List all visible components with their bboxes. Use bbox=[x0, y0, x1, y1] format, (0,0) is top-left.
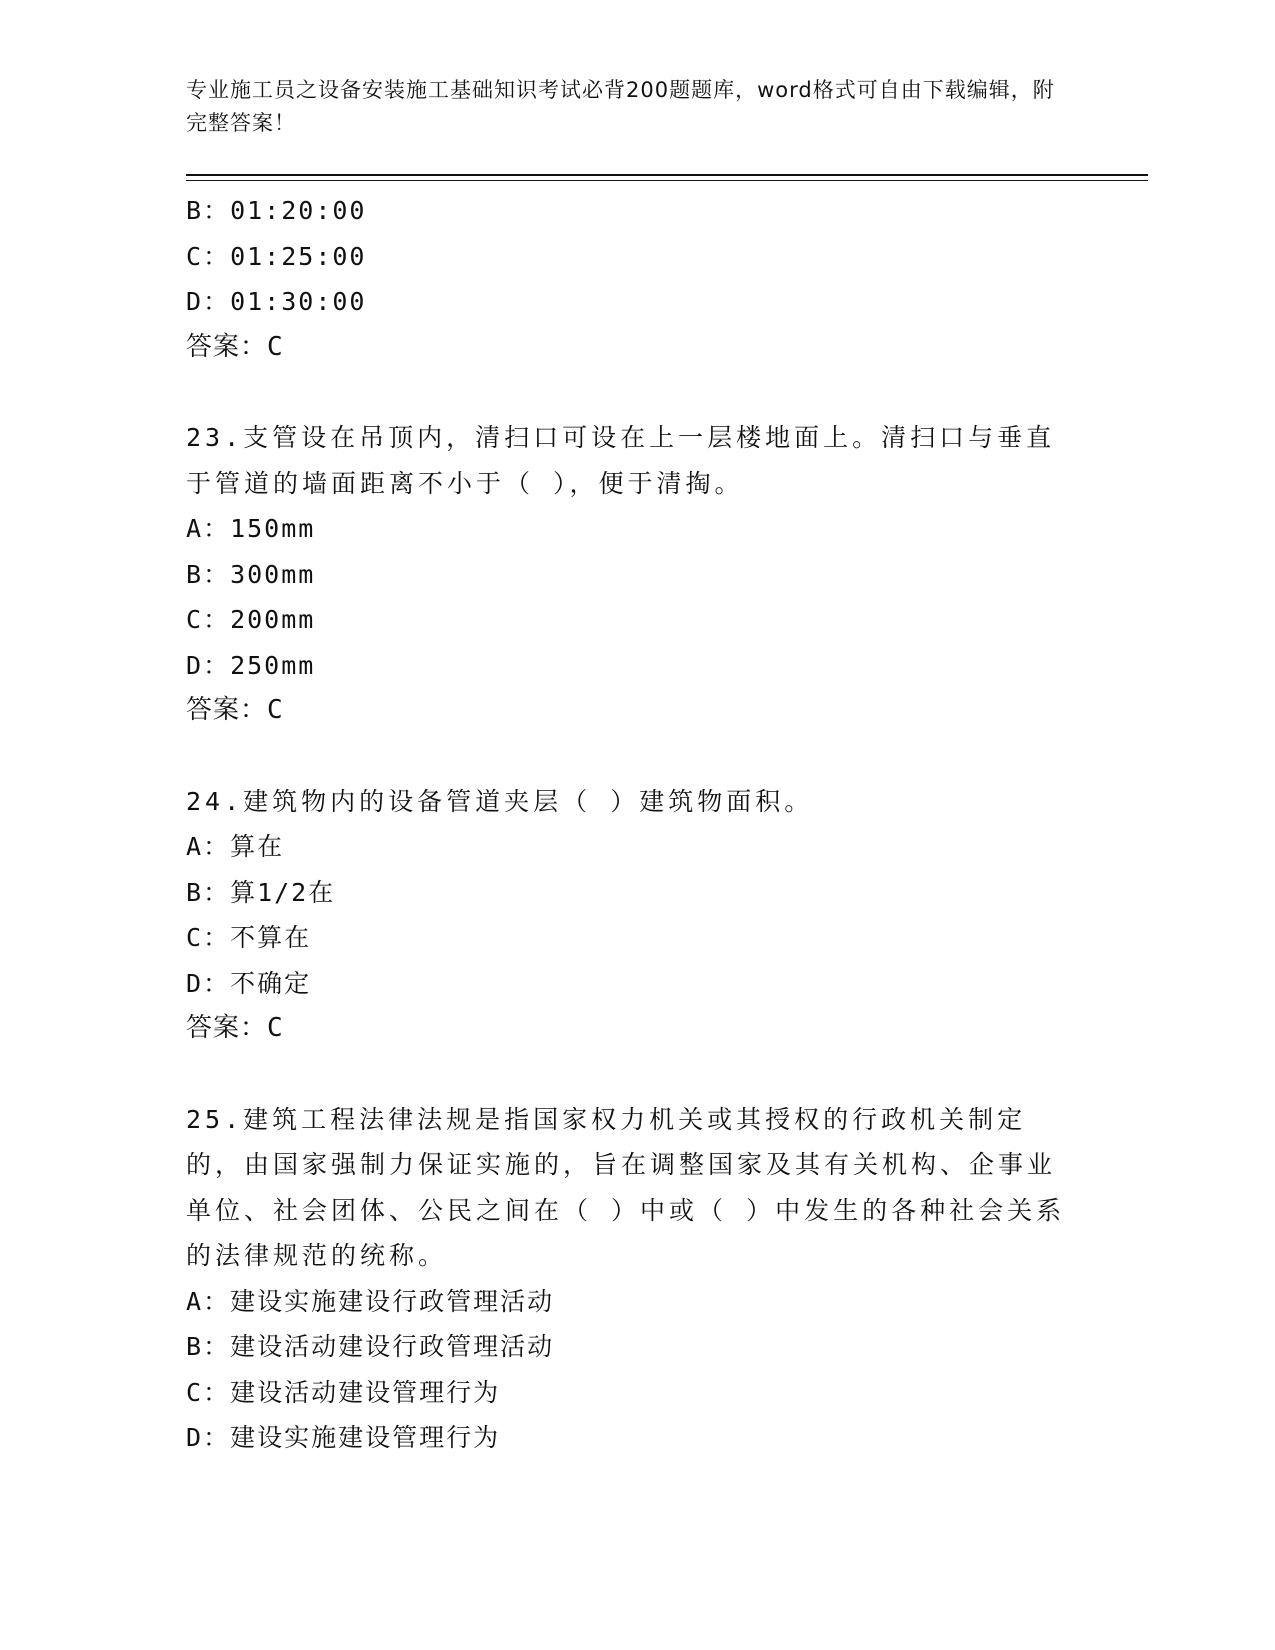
option-b: B：算1/2在 bbox=[186, 877, 336, 907]
option-c: C：不算在 bbox=[186, 923, 312, 952]
question-25 bbox=[186, 1097, 1076, 1461]
option-d: D：01:30:00 bbox=[186, 287, 367, 316]
header-divider-thin bbox=[186, 180, 1148, 181]
question-23 bbox=[186, 415, 1076, 734]
option-a: A：算在 bbox=[186, 832, 285, 861]
option-b: B：300mm bbox=[186, 559, 316, 589]
answer-line: 答案：C bbox=[186, 695, 284, 725]
question-text: 25.建筑工程法律法规是指国家权力机关或其授权的行政机关制定的，由国家强制力保证实施的，旨在调整国家及其有关机构、企事业单位、社会团体、公民之间在（ ）中或（ ）中发生的各种社会关系的法律规范的统称。 bbox=[186, 1104, 1066, 1270]
question-24 bbox=[186, 779, 1076, 1052]
answer-line: 答案：C bbox=[186, 331, 284, 362]
option-c: C：200mm bbox=[186, 605, 316, 634]
document-body bbox=[186, 188, 1076, 1461]
option-a: A：150mm bbox=[186, 514, 316, 543]
document-header: 专业施工员之设备安装施工基础知识考试必背200题题库，word格式可自由下载编辑，附完整答案！ bbox=[186, 78, 1055, 135]
question-text: 23.支管设在吊顶内，清扫口可设在上一层楼地面上。清扫口与垂直于管道的墙面距离不小于（ ），便于清掏。 bbox=[186, 423, 1056, 498]
option-d: D：建设实施建设管理行为 bbox=[186, 1423, 501, 1452]
option-b: B：建设活动建设行政管理活动 bbox=[186, 1332, 555, 1361]
answer-line: 答案：C bbox=[186, 1013, 284, 1043]
option-c: C：建设活动建设管理行为 bbox=[186, 1377, 501, 1407]
option-d: D：不确定 bbox=[186, 968, 312, 998]
option-c: C：01:25:00 bbox=[186, 241, 367, 271]
option-d: D：250mm bbox=[186, 650, 316, 680]
question-continued bbox=[186, 188, 1076, 370]
option-b: B：01:20:00 bbox=[186, 196, 367, 225]
option-a: A：建设实施建设行政管理活动 bbox=[186, 1286, 555, 1316]
header-divider-thick bbox=[186, 174, 1148, 176]
question-text: 24.建筑物内的设备管道夹层（ ）建筑物面积。 bbox=[186, 786, 814, 816]
